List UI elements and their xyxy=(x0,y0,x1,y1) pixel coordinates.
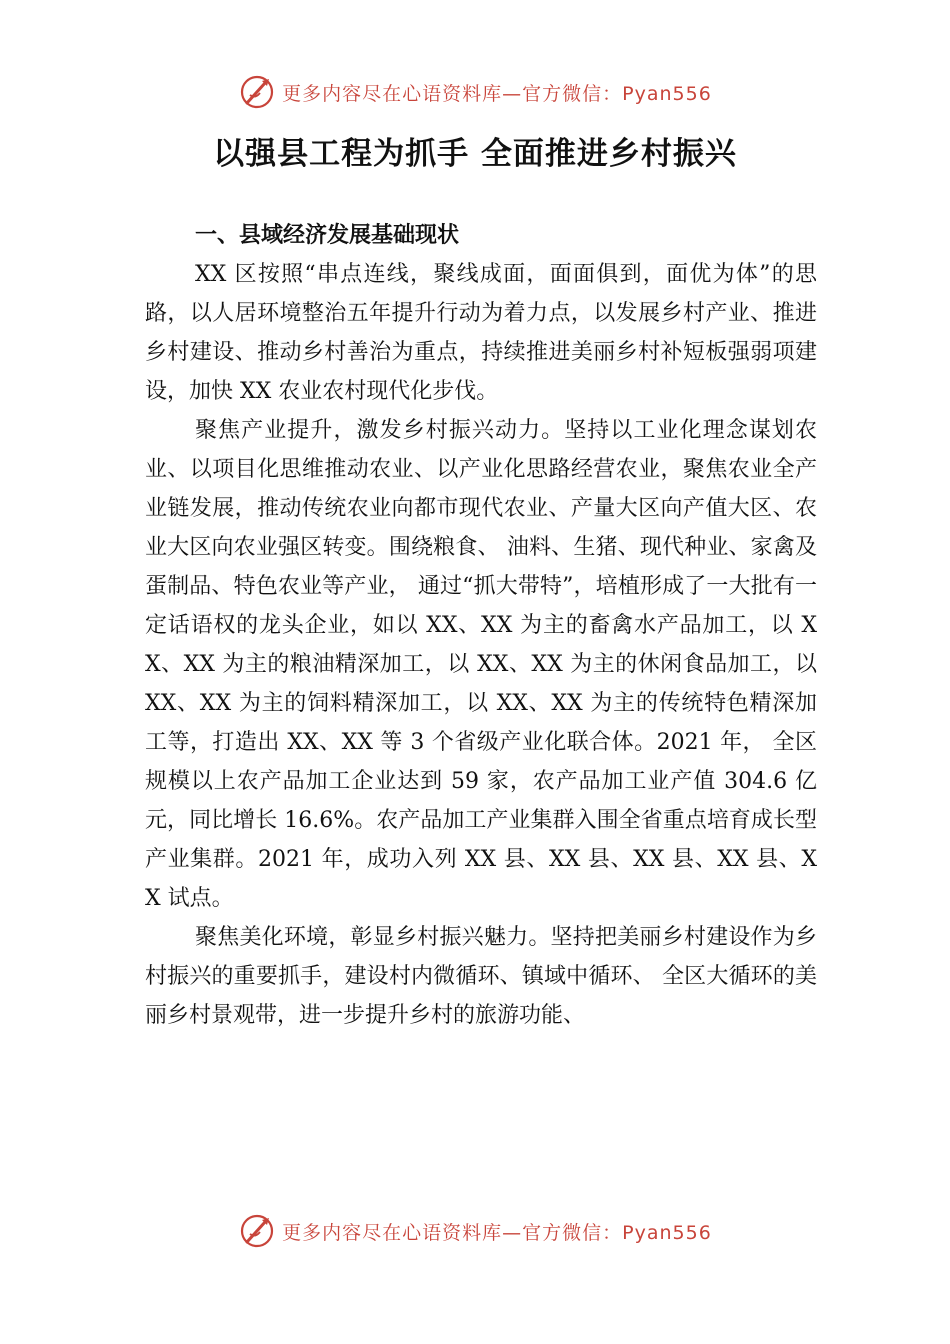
banner-text: 更多内容尽在心语资料库—官方微信：Pyan556 xyxy=(282,82,712,105)
document-body xyxy=(145,217,817,1035)
document-title: 以强县工程为抓手 全面推进乡村振兴 xyxy=(213,136,737,172)
header-banner xyxy=(0,72,950,112)
pen-logo-icon xyxy=(238,73,276,111)
pen-logo-icon xyxy=(238,1212,276,1250)
banner-text: 更多内容尽在心语资料库—官方微信：Pyan556 xyxy=(282,1221,712,1244)
footer-banner xyxy=(0,1211,950,1251)
section-heading: 一、县域经济发展基础现状 xyxy=(195,223,460,248)
paragraph-2: 聚焦产业提升，激发乡村振兴动力。坚持以工业化理念谋划农业、以项目化思维推动农业、以产业化思路经营农业，聚焦农业全产业链发展，推动传统农业向都市现代农业、产量大区向产值大区、农业大区向农业强区转变。围绕粮食、 油料、生猪、现代种业、家禽及蛋制品、特色农业等产业， 通过“抓大带特”，培植形成了一大批有一定话语权的龙头企业，如以 XX、XX 为主的畜禽水产品加工，以 XX、XX 为主的粮油精深加工，以 XX、XX 为主的休闲食品加工，以 XX、XX 为主的饲料精深加工，以 XX、XX 为主的传统特色精深加工等，打造出 XX、XX 等 3 个省级产业化联合体。2021 年， 全区规模以上农产品加工企业达到 59 家，农产品加工业产值 304.6 亿元，同比增长 16.6%。农产品加工产业集群入围全省重点培育成长型产业集群。2021 年，成功入列 XX 县、XX 县、XX 县、XX 县、XX 试点。 xyxy=(145,418,817,911)
paragraph-1: XX 区按照“串点连线，聚线成面，面面俱到，面优为体”的思路，以人居环境整治五年提升行动为着力点，以发展乡村产业、推进乡村建设、推动乡村善治为重点，持续推进美丽乡村补短板强弱项建设，加快 XX 农业农村现代化步伐。 xyxy=(145,262,817,404)
paragraph-3: 聚焦美化环境，彰显乡村振兴魅力。坚持把美丽乡村建设作为乡村振兴的重要抓手，建设村内微循环、镇域中循环、 全区大循环的美丽乡村景观带，进一步提升乡村的旅游功能、 xyxy=(145,925,817,1028)
